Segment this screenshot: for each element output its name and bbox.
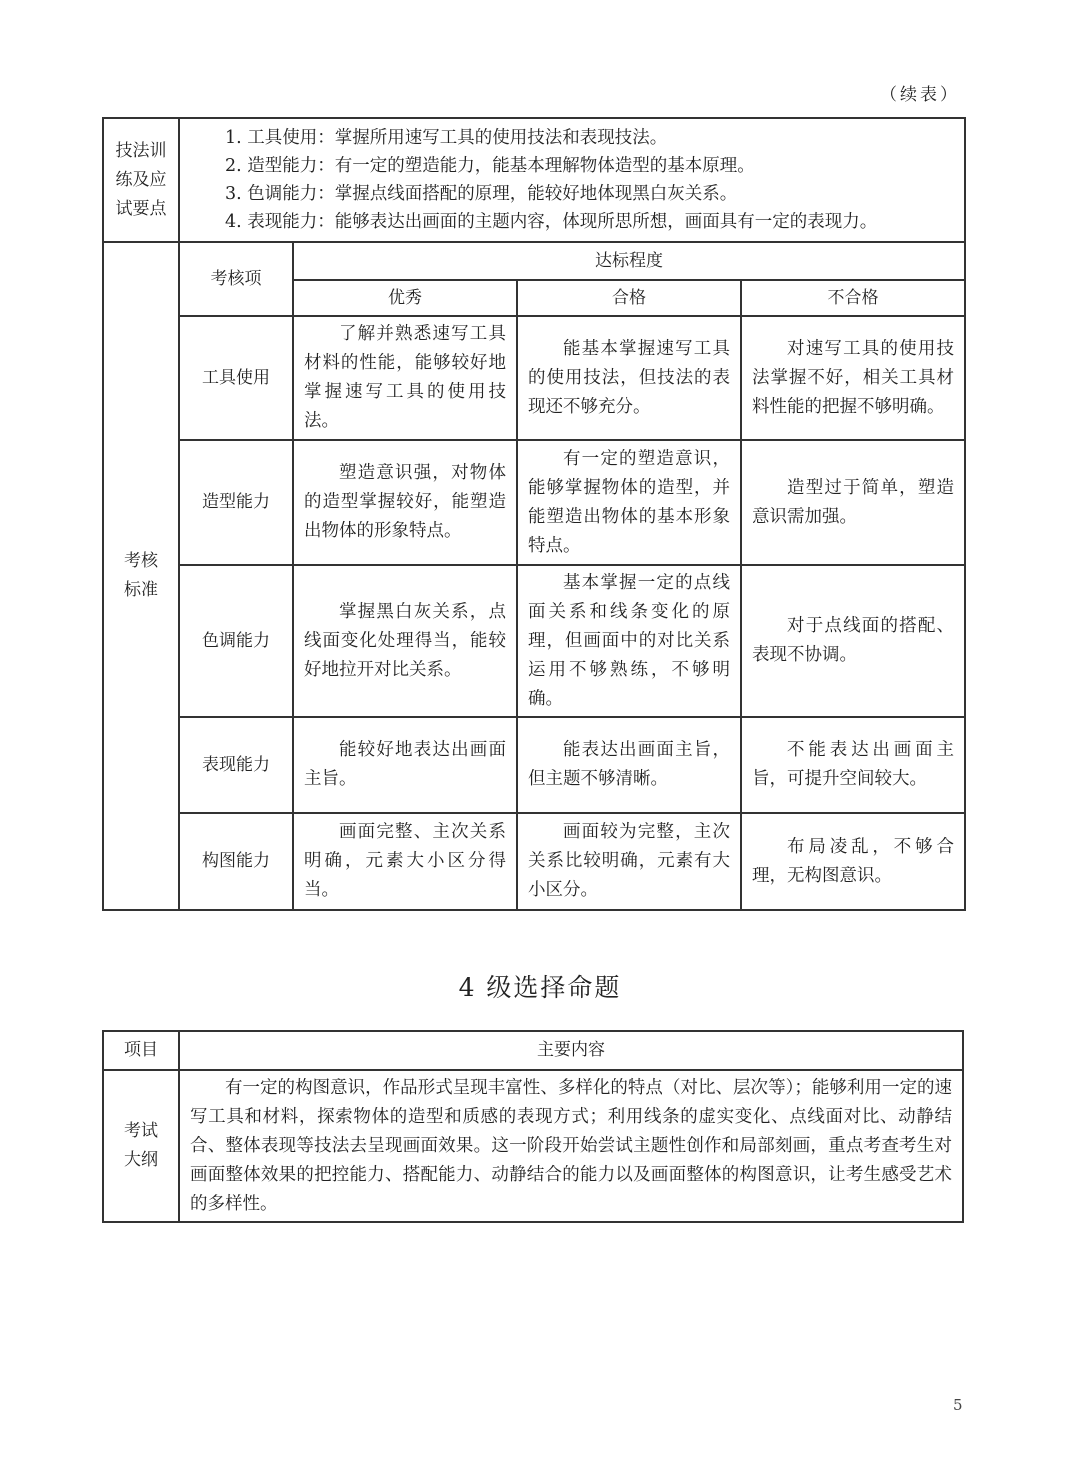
cell-excellent: 能较好地表达出画面主旨。 bbox=[293, 717, 517, 813]
row-content: 有一定的构图意识，作品形式呈现丰富性、多样化的特点（对比、层次等）；能够利用一定的速写工具和材料，探索物体的造型和质感的表现方式；利用线条的虚实变化、点线面对比、动静结合、整体表现等技法去呈现画面效果。这一阶段开始尝试主题性创作和局部刻画，重点考查考生对画面整体效果的把控能力、搭配能力、动静结合的能力以及画面整体的构图意识，让考生感受艺术的多样性。 bbox=[179, 1070, 963, 1222]
header-content: 主要内容 bbox=[179, 1031, 963, 1070]
cell-pass: 能基本掌握速写工具的使用技法，但技法的表现还不够充分。 bbox=[517, 316, 741, 440]
level4-table bbox=[102, 1030, 964, 1223]
row-item-label: 表现能力 bbox=[179, 717, 293, 813]
continued-label: （续表） bbox=[880, 85, 960, 105]
cell-pass: 能表达出画面主旨，但主题不够清晰。 bbox=[517, 717, 741, 813]
row-item-label: 色调能力 bbox=[179, 565, 293, 717]
cell-excellent: 塑造意识强，对物体的造型掌握较好，能塑造出物体的形象特点。 bbox=[293, 440, 517, 565]
training-items bbox=[179, 118, 965, 242]
cell-pass: 有一定的塑造意识，能够掌握物体的造型，并能塑造出物体的基本形象特点。 bbox=[517, 440, 741, 565]
item-header: 考核项 bbox=[179, 242, 293, 316]
training-item: 4. 表现能力：能够表达出画面的主题内容，体现所思所想，画面具有一定的表现力。 bbox=[225, 212, 878, 232]
cell-pass: 画面较为完整，主次关系比较明确，元素有大小区分。 bbox=[517, 813, 741, 910]
training-item: 2. 造型能力：有一定的塑造能力，能基本理解物体造型的基本原理。 bbox=[225, 156, 755, 176]
cell-excellent: 画面完整、主次关系明确，元素大小区分得当。 bbox=[293, 813, 517, 910]
cell-fail: 布局凌乱，不够合理，无构图意识。 bbox=[741, 813, 965, 910]
training-item: 3. 色调能力：掌握点线面搭配的原理，能较好地体现黑白灰关系。 bbox=[225, 184, 738, 204]
level-pass-header: 合格 bbox=[517, 280, 741, 316]
cell-excellent: 掌握黑白灰关系，点线面变化处理得当，能较好地拉开对比关系。 bbox=[293, 565, 517, 717]
cell-fail: 对速写工具的使用技法掌握不好，相关工具材料性能的把握不够明确。 bbox=[741, 316, 965, 440]
section-title: 4 级选择命题 bbox=[458, 973, 622, 1002]
row-label: 考试大纲 bbox=[103, 1070, 179, 1222]
header-item: 项目 bbox=[103, 1031, 179, 1070]
row-item-label: 工具使用 bbox=[179, 316, 293, 440]
training-item: 1. 工具使用：掌握所用速写工具的使用技法和表现技法。 bbox=[225, 128, 668, 148]
cell-fail: 不能表达出画面主旨，可提升空间较大。 bbox=[741, 717, 965, 813]
level-header: 达标程度 bbox=[293, 242, 965, 280]
cell-pass: 基本掌握一定的点线面关系和线条变化的原理，但画面中的对比关系运用不够熟练，不够明确。 bbox=[517, 565, 741, 717]
level-excellent-header: 优秀 bbox=[293, 280, 517, 316]
page-number: 5 bbox=[953, 1396, 963, 1414]
training-label: 技法训练及应试要点 bbox=[103, 118, 179, 242]
cell-fail: 造型过于简单，塑造意识需加强。 bbox=[741, 440, 965, 565]
level-fail-header: 不合格 bbox=[741, 280, 965, 316]
row-item-label: 构图能力 bbox=[179, 813, 293, 910]
cell-fail: 对于点线面的搭配、表现不协调。 bbox=[741, 565, 965, 717]
row-item-label: 造型能力 bbox=[179, 440, 293, 565]
assessment-table bbox=[102, 117, 966, 911]
assessment-label: 考核标准 bbox=[103, 242, 179, 910]
cell-excellent: 了解并熟悉速写工具材料的性能，能够较好地掌握速写工具的使用技法。 bbox=[293, 316, 517, 440]
